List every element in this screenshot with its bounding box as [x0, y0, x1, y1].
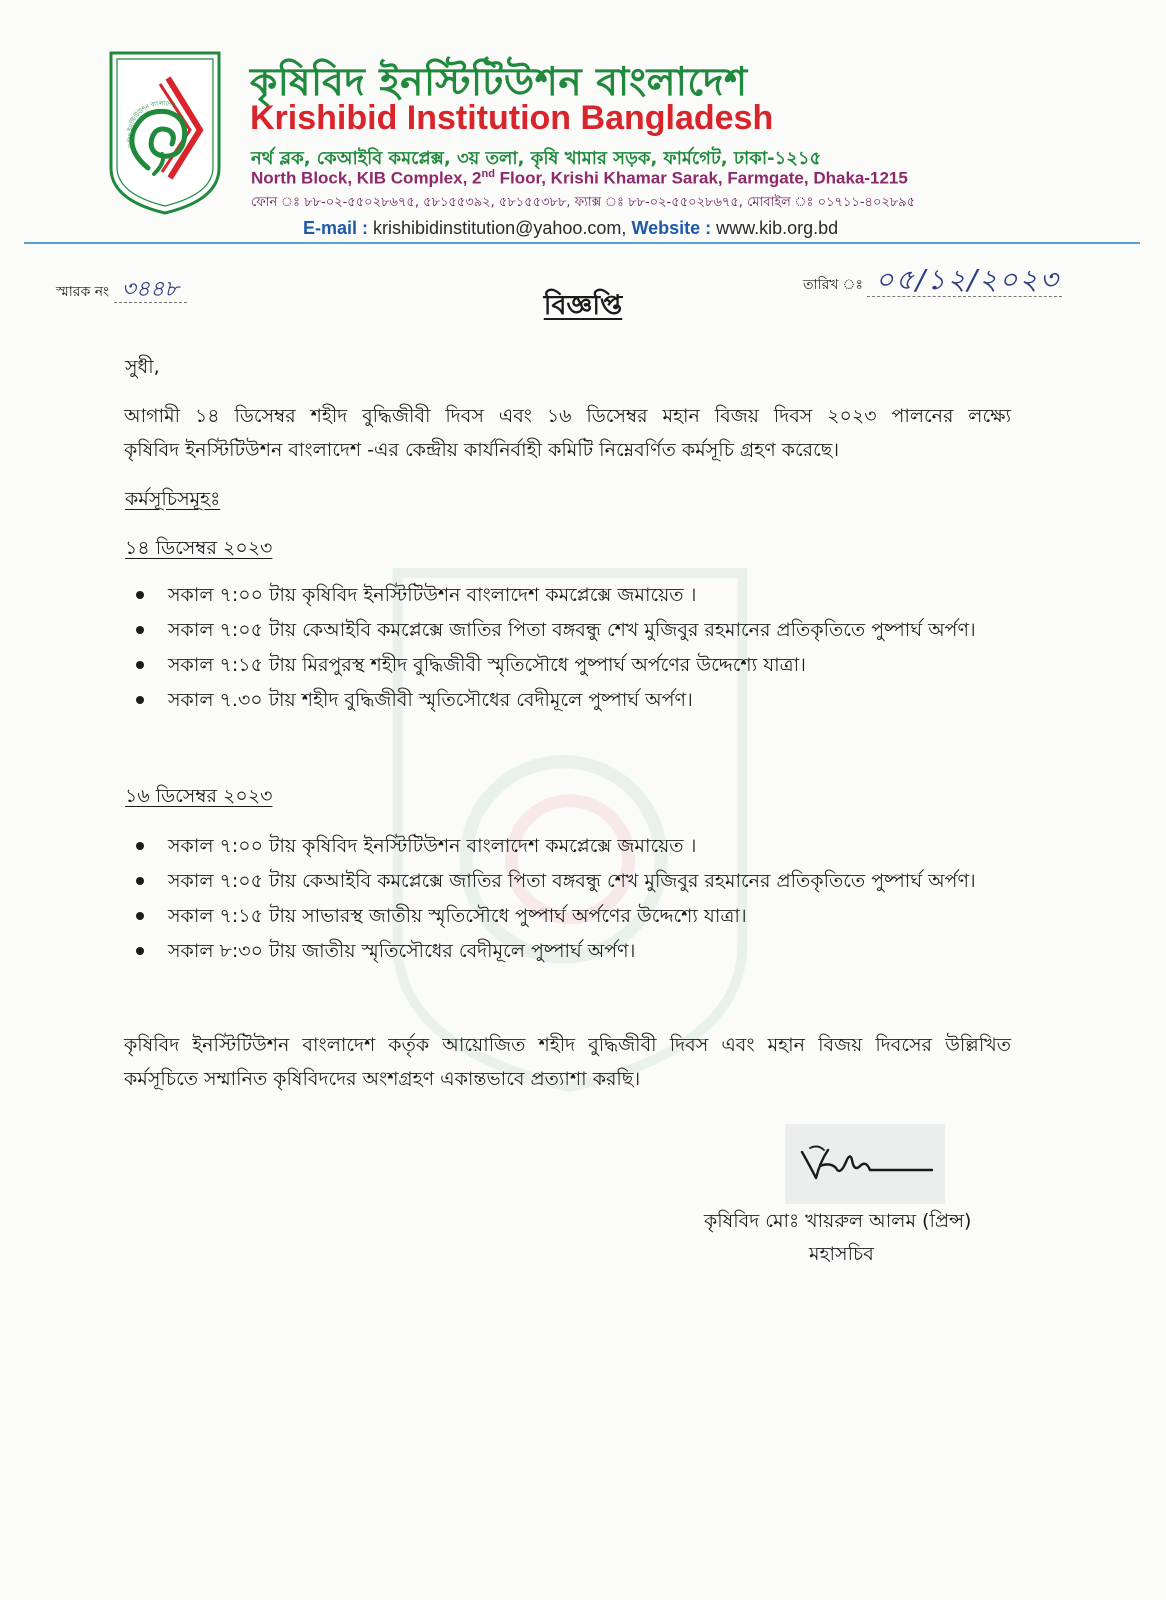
list-item: সকাল ৭:০০ টায় কৃষিবিদ ইনস্টিটিউশন বাংলাদেশ কমপ্লেক্সে জমায়েত ।: [136, 830, 1016, 862]
date-value: ০৫/১২/২০২৩: [867, 263, 1061, 297]
contact-phone-line: ফোন ঃ ৮৮-০২-৫৫০২৮৬৭৫, ৫৮১৫৫৩৯২, ৫৮১৫৫৩৮৮, ফ্যাক্স ঃ ৮৮-০২-৫৫০২৮৬৭৫, মোবাইল ঃ ০১৭১১-৪০২৮৯৫: [251, 195, 916, 210]
intro-line-1: আগামী ১৪ ডিসেম্বর শহীদ বুদ্ধিজীবী দিবস এবং ১৬ ডিসেম্বর মহান বিজয় দিবস ২০২৩ পালনের লক্ষ্যে: [124, 405, 1011, 427]
list-item: সকাল ৭:১৫ টায় মিরপুরস্থ শহীদ বুদ্ধিজীবী স্মৃতিসৌধে পুষ্পার্ঘ অর্পণের উদ্দেশ্যে যাত্রা।: [136, 649, 1016, 681]
list-item: সকাল ৭:০৫ টায় কেআইবি কমপ্লেক্সে জাতির পিতা বঙ্গবন্ধু শেখ মুজিবুর রহমানের প্রতিকৃতিতে পুষ্পার্ঘ অর্পণ।: [136, 614, 1016, 646]
greeting: সুধী,: [125, 356, 160, 378]
programs-heading: কর্মসূচিসমূহঃ: [125, 488, 221, 510]
bullet-icon: [136, 877, 144, 885]
signature-image: [790, 1132, 940, 1196]
signatory-designation: মহাসচিব: [809, 1243, 874, 1265]
day14-heading: ১৪ ডিসেম্বর ২০২৩: [125, 537, 273, 559]
bullet-icon: [136, 626, 144, 634]
header-divider: [24, 242, 1140, 244]
day16-program-list: [136, 830, 1016, 970]
bullet-icon: [136, 661, 144, 669]
closing-line-2: কর্মসূচিতে সম্মানিত কৃষিবিদদের অংশগ্রহণ একান্তভাবে প্রত্যাশা করছি।: [124, 1068, 641, 1090]
day14-program-list: [136, 579, 1016, 719]
signatory-name: কৃষিবিদ মোঃ খায়রুল আলম (প্রিন্স): [704, 1210, 972, 1232]
org-name-bn: কৃষিবিদ ইনস্টিটিউশন বাংলাদেশ: [250, 60, 748, 105]
closing-paragraph: [124, 1028, 1011, 1096]
memo-number-value: ৩৪৪৮: [114, 277, 187, 303]
address-en-part2: Floor, Krishi Khamar Sarak, Farmgate, Dhaka-1215: [494, 168, 908, 188]
memo-label: স্মারক নং: [56, 284, 110, 300]
contact-email-line: [303, 218, 838, 239]
day16-heading: ১৬ ডিসেম্বর ২০২৩: [125, 785, 273, 807]
date-label: তারিখ ঃ: [803, 277, 863, 293]
bullet-icon: [136, 947, 144, 955]
list-item: সকাল ৭:১৫ টায় সাভারস্থ জাতীয় স্মৃতিসৌধে পুষ্পার্ঘ অর্পণের উদ্দেশ্যে যাত্রা।: [136, 900, 1016, 932]
bullet-icon: [136, 842, 144, 850]
list-item: সকাল ৭.৩০ টায় শহীদ বুদ্ধিজীবী স্মৃতিসৌধের বেদীমূলে পুষ্পার্ঘ অর্পণ।: [136, 684, 1016, 716]
address-bn: নর্থ ব্লক, কেআইবি কমপ্লেক্স, ৩য় তলা, কৃষি খামার সড়ক, ফার্মগেট, ঢাকা-১২১৫: [251, 148, 822, 169]
bullet-icon: [136, 696, 144, 704]
list-item: সকাল ৮:৩০ টায় জাতীয় স্মৃতিসৌধের বেদীমূলে পুষ্পার্ঘ অর্পণ।: [136, 935, 1016, 967]
intro-line-2: কৃষিবিদ ইনস্টিটিউশন বাংলাদেশ -এর কেন্দ্রীয় কার্যনির্বাহী কমিটি নিম্নেবর্ণিত কর্মসূচি গ্রহণ করেছে।: [124, 439, 840, 461]
bullet-icon: [136, 591, 144, 599]
kib-logo: [108, 50, 222, 216]
address-en-part1: North Block, KIB Complex, 2: [251, 168, 482, 188]
closing-line-1: কৃষিবিদ ইনস্টিটিউশন বাংলাদেশ কর্তৃক আয়োজিত শহীদ বুদ্ধিজীবী দিবস এবং মহান বিজয় দিবসের উল্লিখিত: [124, 1034, 1011, 1056]
website-link[interactable]: www.kib.org.bd: [716, 218, 839, 238]
website-label: Website :: [631, 218, 712, 238]
list-item: সকাল ৭:০৫ টায় কেআইবি কমপ্লেক্সে জাতির পিতা বঙ্গবন্ধু শেখ মুজিবুর রহমানের প্রতিকৃতিতে পুষ্পার্ঘ অর্পণ।: [136, 865, 1016, 897]
address-en-sup: nd: [481, 168, 495, 180]
notice-title: বিজ্ঞপ্তি: [543, 290, 623, 321]
list-item: সকাল ৭:০০ টায় কৃষিবিদ ইনস্টিটিউশন বাংলাদেশ কমপ্লেক্সে জমায়েত ।: [136, 579, 1016, 611]
email-link[interactable]: krishibidinstitution@yahoo.com,: [373, 218, 627, 238]
intro-paragraph: [124, 399, 1011, 467]
logo-ring-text: কৃষিবিদ ইনস্টিটিউশন বাংলাদেশ: [126, 99, 176, 153]
address-en: [251, 168, 908, 189]
org-name-en: Krishibid Institution Bangladesh: [250, 99, 774, 137]
bullet-icon: [136, 912, 144, 920]
email-label: E-mail :: [303, 218, 369, 238]
